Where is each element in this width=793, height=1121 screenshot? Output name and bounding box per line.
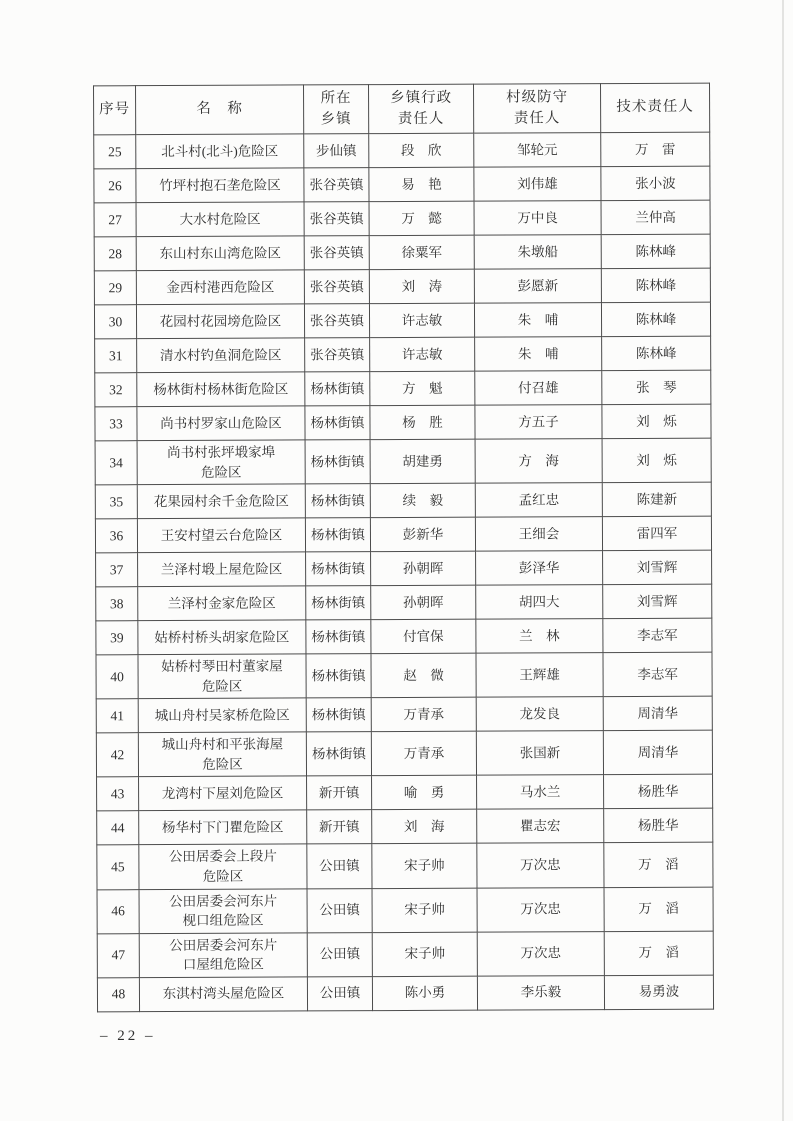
cell-danger-zone-name: 公田居委会河东片 枧口组危险区: [139, 888, 307, 933]
cell-admin-responsible: 彭新华: [370, 517, 475, 551]
cell-danger-zone-name: 东淇村湾头屋危险区: [139, 977, 307, 1012]
cell-technical-responsible: 雷四军: [602, 516, 711, 550]
table-row: [95, 370, 711, 407]
cell-township: 杨林街镇: [306, 654, 371, 698]
table-row: [94, 268, 710, 305]
cell-admin-responsible: 杨 胜: [370, 405, 475, 439]
col-header-admin-responsible: 乡镇行政 责任人: [369, 84, 474, 133]
cell-danger-zone-name: 大水村危险区: [136, 202, 304, 237]
cell-danger-zone-name: 公田居委会上段片 危险区: [139, 844, 307, 889]
cell-village-defense: 马水兰: [477, 775, 604, 810]
cell-technical-responsible: 陈建新: [602, 482, 711, 516]
cell-township: 公田镇: [307, 932, 372, 976]
cell-danger-zone-name: 姑桥村桥头胡家危险区: [138, 620, 306, 655]
cell-serial-number: 37: [96, 553, 138, 587]
table-row: [94, 234, 710, 271]
cell-township: 张谷英镇: [304, 270, 369, 304]
cell-admin-responsible: 刘 海: [372, 810, 477, 844]
table-row: [97, 931, 713, 978]
cell-serial-number: 40: [96, 655, 138, 699]
cell-technical-responsible: 兰仲高: [601, 200, 710, 234]
cell-serial-number: 43: [97, 777, 139, 811]
cell-village-defense: 兰 林: [476, 619, 603, 654]
cell-admin-responsible: 许志敏: [370, 337, 475, 371]
table-row: [95, 516, 711, 553]
cell-admin-responsible: 万青承: [371, 697, 476, 731]
cell-technical-responsible: 陈林峰: [601, 302, 710, 336]
table-row: [97, 775, 713, 812]
cell-admin-responsible: 付官保: [371, 619, 476, 653]
cell-village-defense: 瞿志宏: [477, 809, 604, 844]
cell-technical-responsible: 李志军: [603, 652, 712, 697]
cell-admin-responsible: 陈小勇: [372, 976, 477, 1010]
cell-township: 公田镇: [307, 976, 372, 1010]
cell-township: 杨林街镇: [305, 372, 370, 406]
cell-serial-number: 44: [97, 811, 139, 845]
cell-township: 新开镇: [307, 810, 372, 844]
cell-township: 杨林街镇: [306, 552, 371, 586]
cell-village-defense: 万次忠: [477, 931, 604, 976]
cell-technical-responsible: 陈林峰: [601, 268, 710, 302]
cell-township: 张谷英镇: [304, 202, 369, 236]
cell-admin-responsible: 万青承: [371, 731, 476, 776]
cell-township: 张谷英镇: [304, 168, 369, 202]
col-header-serial: 序号: [94, 86, 136, 135]
cell-admin-responsible: 赵 微: [371, 653, 476, 698]
cell-serial-number: 47: [97, 933, 139, 977]
cell-admin-responsible: 宋子帅: [372, 932, 477, 977]
cell-village-defense: 胡四大: [476, 585, 603, 620]
cell-admin-responsible: 徐粟军: [369, 235, 474, 269]
cell-serial-number: 46: [97, 889, 139, 933]
cell-village-defense: 万次忠: [477, 843, 604, 888]
responsibility-table: [93, 83, 714, 1012]
table-row: [96, 730, 712, 777]
table-row: [95, 482, 711, 519]
cell-technical-responsible: 张小波: [601, 166, 710, 200]
cell-danger-zone-name: 城山舟村和平张海屋 危险区: [138, 732, 306, 777]
cell-admin-responsible: 段 欣: [369, 133, 474, 167]
cell-village-defense: 张国新: [476, 731, 603, 776]
table-row: [96, 696, 712, 733]
cell-admin-responsible: 宋子帅: [372, 888, 477, 933]
cell-serial-number: 32: [95, 373, 137, 407]
cell-danger-zone-name: 姑桥村琴田村董家屋 危险区: [138, 654, 306, 699]
table-row: [94, 200, 710, 237]
cell-danger-zone-name: 王安村望云台危险区: [137, 518, 305, 553]
cell-village-defense: 彭泽华: [476, 551, 603, 586]
cell-technical-responsible: 刘 烁: [602, 404, 711, 438]
col-header-village-defense: 村级防守 责任人: [474, 84, 601, 134]
table-row: [97, 887, 713, 934]
cell-serial-number: 30: [94, 305, 136, 339]
cell-township: 步仙镇: [304, 134, 369, 168]
table-body: [94, 132, 714, 1011]
cell-serial-number: 27: [94, 203, 136, 237]
cell-village-defense: 方五子: [475, 405, 602, 440]
cell-serial-number: 39: [96, 621, 138, 655]
table-row: [94, 132, 710, 169]
page-number: – 22 –: [100, 1028, 156, 1044]
cell-technical-responsible: 万 滔: [604, 843, 713, 888]
cell-township: 杨林街镇: [306, 586, 371, 620]
cell-township: 杨林街镇: [305, 484, 370, 518]
cell-danger-zone-name: 花园村花园塝危险区: [136, 304, 304, 339]
header-row: [94, 83, 710, 135]
table-row: [96, 652, 712, 699]
cell-technical-responsible: 杨胜华: [604, 775, 713, 809]
cell-admin-responsible: 宋子帅: [372, 844, 477, 889]
cell-danger-zone-name: 公田居委会河东片 口屋组危险区: [139, 933, 307, 978]
cell-danger-zone-name: 东山村东山湾危险区: [136, 236, 304, 271]
cell-danger-zone-name: 清水村钓鱼洞危险区: [137, 338, 305, 373]
cell-technical-responsible: 周清华: [603, 696, 712, 730]
col-header-name: 名 称: [136, 85, 304, 135]
cell-danger-zone-name: 北斗村(北斗)危险区: [136, 134, 304, 169]
cell-danger-zone-name: 城山舟村吴家桥危险区: [138, 698, 306, 733]
cell-township: 杨林街镇: [306, 732, 371, 776]
cell-serial-number: 25: [94, 135, 136, 169]
cell-technical-responsible: 刘 烁: [602, 438, 711, 483]
cell-village-defense: 王辉雄: [476, 653, 603, 698]
cell-danger-zone-name: 杨华村下门瞿危险区: [139, 810, 307, 845]
cell-village-defense: 龙发良: [476, 697, 603, 732]
cell-village-defense: 孟红忠: [475, 483, 602, 518]
cell-village-defense: 朱墩船: [474, 235, 601, 270]
cell-danger-zone-name: 杨林街村杨林街危险区: [137, 372, 305, 407]
cell-technical-responsible: 周清华: [603, 730, 712, 775]
cell-danger-zone-name: 兰泽村金家危险区: [138, 586, 306, 621]
table-row: [95, 438, 711, 485]
cell-village-defense: 万中良: [474, 201, 601, 236]
table-header: [94, 83, 710, 135]
cell-village-defense: 方 海: [475, 439, 602, 484]
cell-admin-responsible: 孙朝晖: [371, 551, 476, 585]
cell-danger-zone-name: 竹坪村抱石垄危险区: [136, 168, 304, 203]
cell-serial-number: 29: [94, 271, 136, 305]
cell-township: 杨林街镇: [305, 406, 370, 440]
table-row: [96, 584, 712, 621]
cell-serial-number: 26: [94, 169, 136, 203]
cell-admin-responsible: 续 毅: [370, 483, 475, 517]
cell-admin-responsible: 喻 勇: [372, 776, 477, 810]
table-row: [97, 843, 713, 890]
cell-admin-responsible: 胡建勇: [370, 439, 475, 484]
cell-serial-number: 34: [95, 441, 137, 485]
cell-township: 杨林街镇: [306, 620, 371, 654]
cell-admin-responsible: 刘 涛: [369, 269, 474, 303]
cell-serial-number: 48: [97, 977, 139, 1011]
cell-township: 公田镇: [307, 888, 372, 932]
cell-technical-responsible: 万 滔: [604, 887, 713, 932]
cell-serial-number: 38: [96, 587, 138, 621]
table-row: [96, 618, 712, 655]
cell-township: 新开镇: [307, 776, 372, 810]
cell-danger-zone-name: 花果园村余千金危险区: [137, 484, 305, 519]
cell-technical-responsible: 陈林峰: [601, 234, 710, 268]
cell-serial-number: 45: [97, 845, 139, 889]
cell-admin-responsible: 孙朝晖: [371, 585, 476, 619]
cell-technical-responsible: 李志军: [603, 618, 712, 652]
cell-village-defense: 朱 哺: [475, 337, 602, 372]
col-header-technical: 技术责任人: [601, 83, 710, 132]
cell-technical-responsible: 万 滔: [604, 931, 713, 976]
table-row: [94, 166, 710, 203]
table-row: [94, 302, 710, 339]
cell-danger-zone-name: 尚书村张坪塅家埠 危险区: [137, 440, 305, 485]
cell-township: 张谷英镇: [305, 338, 370, 372]
table-container: [93, 83, 713, 1012]
cell-danger-zone-name: 尚书村罗家山危险区: [137, 406, 305, 441]
cell-technical-responsible: 张 琴: [602, 370, 711, 404]
cell-serial-number: 33: [95, 407, 137, 441]
cell-serial-number: 31: [95, 339, 137, 373]
cell-admin-responsible: 许志敏: [369, 303, 474, 337]
cell-township: 张谷英镇: [304, 304, 369, 338]
cell-township: 杨林街镇: [305, 440, 370, 484]
table-row: [95, 336, 711, 373]
table-row: [97, 975, 713, 1012]
cell-village-defense: 万次忠: [477, 887, 604, 932]
col-header-township: 所在 乡镇: [304, 85, 369, 134]
cell-village-defense: 刘伟雄: [474, 167, 601, 202]
cell-serial-number: 41: [96, 699, 138, 733]
cell-village-defense: 付召雄: [475, 371, 602, 406]
cell-village-defense: 李乐毅: [477, 975, 604, 1010]
cell-technical-responsible: 杨胜华: [604, 809, 713, 843]
cell-township: 公田镇: [307, 844, 372, 888]
cell-township: 张谷英镇: [304, 236, 369, 270]
cell-serial-number: 28: [94, 237, 136, 271]
cell-danger-zone-name: 龙湾村下屋刘危险区: [139, 776, 307, 811]
cell-village-defense: 邹轮元: [474, 133, 601, 168]
cell-technical-responsible: 陈林峰: [602, 336, 711, 370]
cell-village-defense: 王细会: [475, 517, 602, 552]
cell-serial-number: 35: [95, 485, 137, 519]
table-row: [96, 550, 712, 587]
cell-technical-responsible: 易勇波: [604, 975, 713, 1009]
cell-admin-responsible: 易 艳: [369, 167, 474, 201]
cell-danger-zone-name: 兰泽村塅上屋危险区: [138, 552, 306, 587]
cell-township: 杨林街镇: [305, 518, 370, 552]
cell-technical-responsible: 刘雪辉: [603, 550, 712, 584]
cell-serial-number: 42: [96, 733, 138, 777]
cell-serial-number: 36: [95, 519, 137, 553]
cell-village-defense: 彭愿新: [474, 269, 601, 304]
cell-admin-responsible: 万 懿: [369, 201, 474, 235]
cell-township: 杨林街镇: [306, 698, 371, 732]
cell-technical-responsible: 刘雪辉: [603, 584, 712, 618]
table-row: [97, 809, 713, 846]
cell-technical-responsible: 万 雷: [601, 132, 710, 166]
table-row: [95, 404, 711, 441]
cell-village-defense: 朱 哺: [474, 303, 601, 338]
cell-admin-responsible: 方 魁: [370, 371, 475, 405]
cell-danger-zone-name: 金西村港西危险区: [136, 270, 304, 305]
